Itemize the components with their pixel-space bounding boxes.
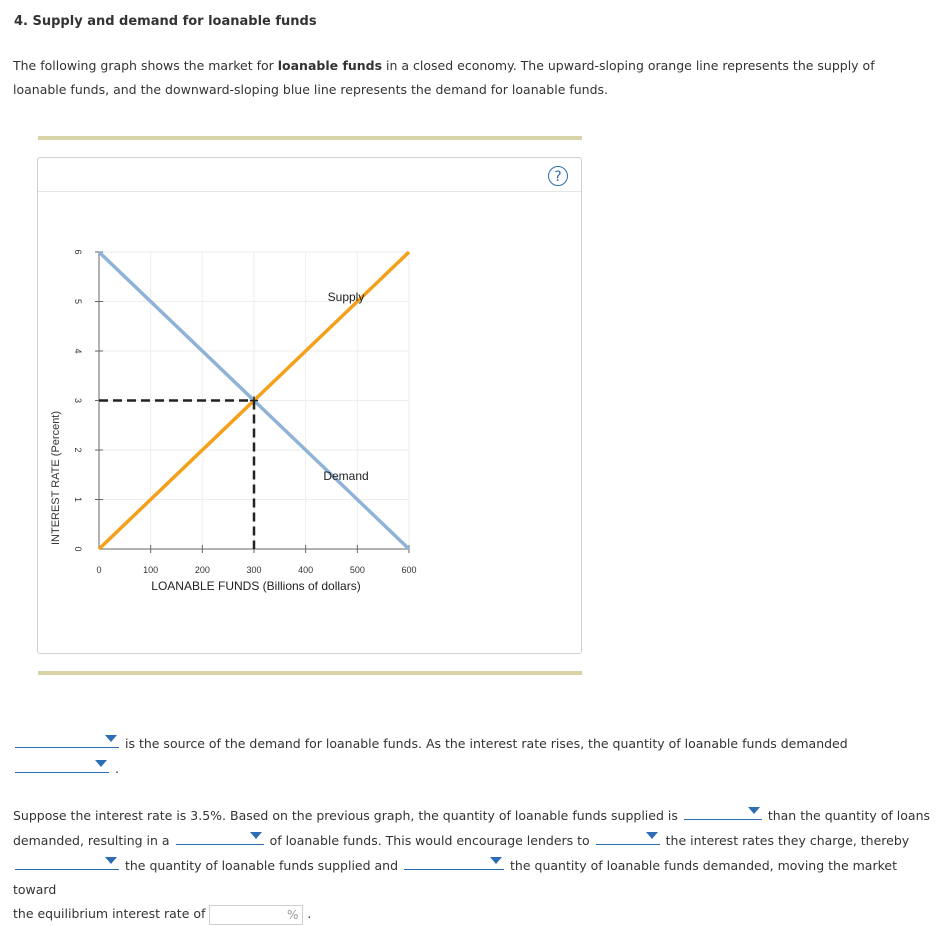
quantity-supplied-change-dropdown[interactable] bbox=[15, 853, 119, 870]
lender-rate-action-dropdown[interactable] bbox=[596, 828, 660, 845]
percent-unit: % bbox=[287, 907, 299, 922]
x-tick-label: 100 bbox=[143, 565, 159, 575]
supplied-vs-demanded-dropdown[interactable] bbox=[684, 803, 762, 820]
x-tick-label: 600 bbox=[401, 565, 417, 575]
top-divider bbox=[38, 136, 582, 140]
x-tick-label: 200 bbox=[194, 565, 210, 575]
chevron-down-icon bbox=[646, 832, 658, 839]
bottom-divider bbox=[38, 671, 582, 675]
quantity-demanded-change-dropdown[interactable] bbox=[404, 853, 504, 870]
q2-text-f: the quantity of loanable funds supplied and bbox=[124, 858, 399, 873]
q2-text-e: the interest rates they charge, thereby bbox=[665, 833, 910, 848]
question-1 bbox=[13, 731, 938, 781]
intro-bold-term: loanable funds bbox=[277, 58, 383, 73]
q2-text-h: the equilibrium interest rate of bbox=[13, 906, 206, 921]
question-title: 4. Supply and demand for loanable funds bbox=[14, 14, 317, 29]
quantity-demanded-dropdown[interactable] bbox=[15, 756, 109, 773]
chevron-down-icon bbox=[490, 857, 502, 864]
x-tick-label: 500 bbox=[349, 565, 365, 575]
q2-end: . bbox=[307, 906, 312, 921]
q1-text: is the source of the demand for loanable funds. As the interest rate rises, the quantity of loanable funds demanded bbox=[124, 736, 848, 751]
loanable-funds-chart bbox=[38, 158, 581, 653]
graph-panel bbox=[37, 157, 582, 654]
y-tick-label: 2 bbox=[73, 447, 83, 453]
q2-text-b: than the quantity of loans bbox=[767, 808, 931, 823]
chevron-down-icon bbox=[105, 857, 117, 864]
intro-paragraph bbox=[13, 54, 918, 102]
q2-text-c: demanded, resulting in a bbox=[13, 833, 170, 848]
chevron-down-icon bbox=[105, 735, 117, 742]
chevron-down-icon bbox=[748, 807, 760, 814]
y-axis-label: INTEREST RATE (Percent) bbox=[50, 410, 62, 546]
y-tick-label: 5 bbox=[73, 298, 83, 305]
demand-source-dropdown[interactable] bbox=[15, 731, 119, 748]
y-tick-label: 0 bbox=[73, 546, 83, 552]
x-tick-label: 400 bbox=[298, 565, 314, 575]
y-tick-label: 6 bbox=[73, 249, 83, 255]
intro-text-1: The following graph shows the market for bbox=[13, 58, 278, 73]
x-axis-label: LOANABLE FUNDS (Billions of dollars) bbox=[151, 579, 361, 593]
intro-text-2: in a closed economy. The upward-sloping orange line represents the supply of loanable funds, and the downward-sloping blue line represents the demand for loanable funds. bbox=[13, 58, 875, 97]
q2-text-g: the quantity of loanable funds demanded, moving the market toward bbox=[13, 858, 897, 897]
chevron-down-icon bbox=[250, 832, 262, 839]
q1-end: . bbox=[114, 761, 119, 776]
x-tick-label: 0 bbox=[96, 565, 102, 575]
help-icon[interactable]: ? bbox=[548, 166, 568, 186]
question-2 bbox=[13, 803, 938, 926]
x-tick-label: 300 bbox=[246, 565, 262, 575]
demand-curve-label: Demand bbox=[323, 469, 369, 483]
chevron-down-icon bbox=[95, 760, 107, 767]
q2-text-a: Suppose the interest rate is 3.5%. Based on the previous graph, the quantity of loanable funds supplied is bbox=[13, 808, 678, 823]
q2-text-d: of loanable funds. This would encourage lenders to bbox=[269, 833, 590, 848]
supply-curve-label: Supply bbox=[327, 290, 365, 304]
shortage-surplus-dropdown[interactable] bbox=[176, 828, 264, 845]
y-tick-label: 1 bbox=[73, 496, 83, 503]
y-tick-label: 4 bbox=[73, 348, 83, 354]
y-tick-label: 3 bbox=[73, 397, 83, 404]
